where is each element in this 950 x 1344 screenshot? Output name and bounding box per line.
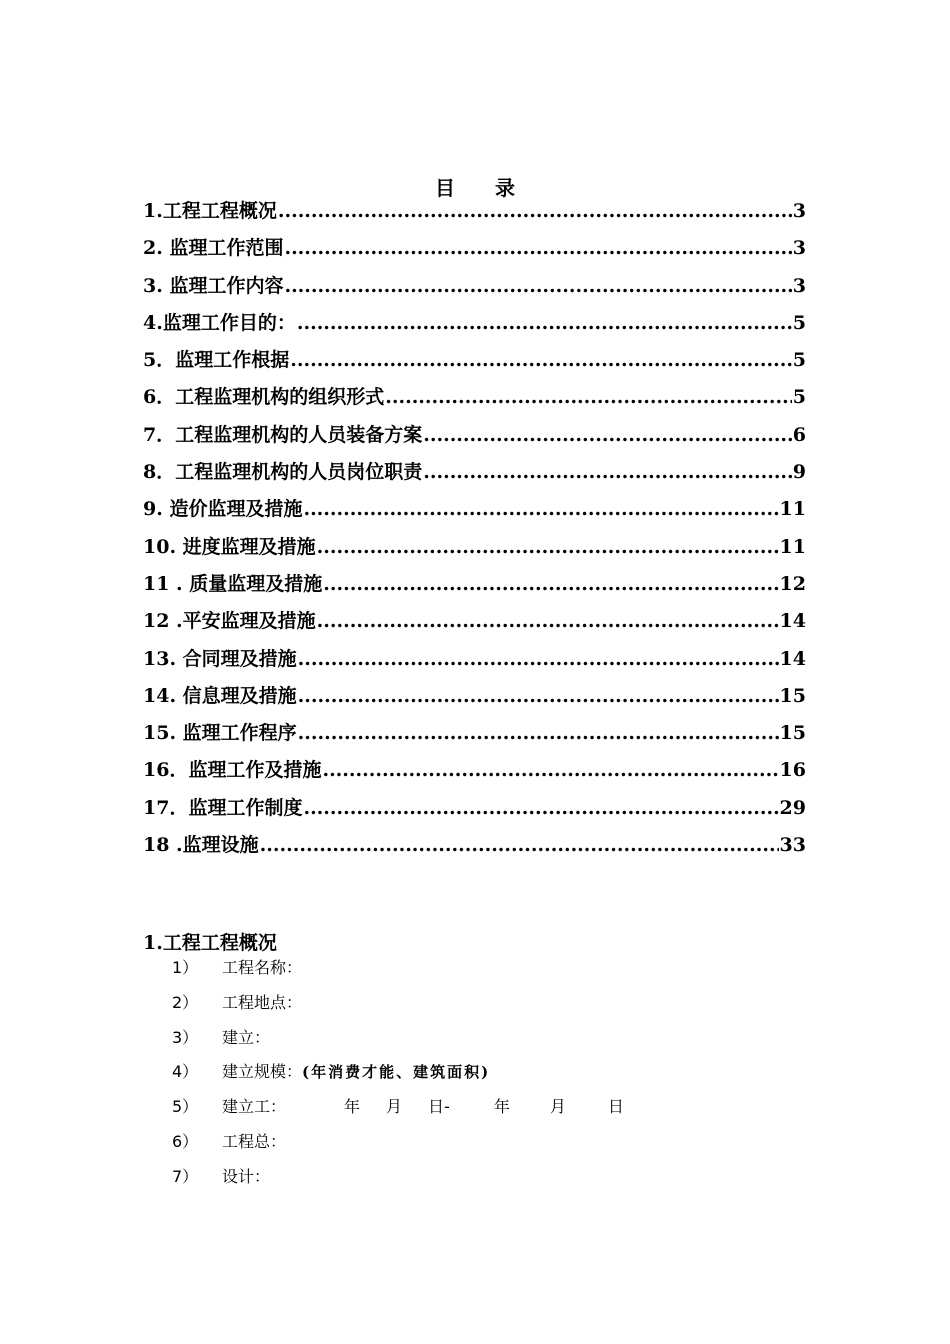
list-item <box>172 1025 624 1060</box>
item-number: 4） <box>172 1062 199 1082</box>
toc-entry[interactable] <box>143 233 806 270</box>
toc-leader <box>423 420 792 450</box>
toc-entry-page: 5 <box>792 349 806 372</box>
list-item <box>172 1094 624 1129</box>
item-number: 5） <box>172 1097 199 1117</box>
toc-leader <box>317 532 779 562</box>
toc-entry-page: 3 <box>792 237 806 260</box>
item-text: 建立规模： <box>222 1062 303 1082</box>
toc-entry[interactable] <box>143 494 806 531</box>
toc-entry-label: 6．工程监理机构的组织形式 <box>143 386 385 409</box>
toc-entry-page: 5 <box>792 311 806 334</box>
toc-entry-page: 14 <box>779 647 806 670</box>
toc-leader <box>260 830 779 860</box>
item-number: 3） <box>172 1027 199 1047</box>
toc-entry-label: 16．监理工作及措施 <box>143 759 322 782</box>
toc-leader <box>323 569 778 599</box>
toc-entry-page: 33 <box>779 834 806 857</box>
toc-entry-page: 5 <box>792 386 806 409</box>
toc-entry-label: 11 . 质量监理及措施 <box>143 572 323 595</box>
item-text: 工程地点： <box>222 992 303 1012</box>
toc-title: 目 录 <box>435 176 515 200</box>
toc-entry-label: 8．工程监理机构的人员岗位职责 <box>143 461 423 484</box>
toc-leader <box>297 308 792 338</box>
toc-entry[interactable] <box>143 196 806 233</box>
item-text: 建立工： <box>222 1097 287 1117</box>
toc-entry[interactable] <box>143 457 806 494</box>
toc-entry-label: 4.监理工作目的： <box>143 311 296 334</box>
toc-leader <box>284 233 791 263</box>
list-item <box>172 1129 624 1164</box>
toc-entry-label: 5．监理工作根据 <box>143 349 290 372</box>
toc-entry-page: 9 <box>792 461 806 484</box>
toc-leader <box>298 718 779 748</box>
toc-entry-page: 3 <box>792 200 806 222</box>
toc-entry-page: 14 <box>779 610 806 633</box>
item-number: 6） <box>172 1131 199 1151</box>
list-item <box>172 1059 624 1094</box>
toc-entry[interactable] <box>143 420 806 457</box>
toc-leader <box>284 271 791 301</box>
toc-entry-page: 3 <box>792 274 806 297</box>
toc-entry[interactable] <box>143 532 806 569</box>
toc-entry[interactable] <box>143 382 806 419</box>
toc-entry-label: 10. 进度监理及措施 <box>143 535 316 558</box>
toc-leader <box>385 382 792 412</box>
toc-leader <box>423 457 792 487</box>
toc-entry[interactable] <box>143 681 806 718</box>
toc-entry[interactable] <box>143 644 806 681</box>
item-number: 1） <box>172 958 199 977</box>
toc-entry-label: 9. 造价监理及措施 <box>143 498 303 521</box>
toc-entry-page: 15 <box>779 684 806 707</box>
date-year: 年 <box>493 1097 510 1117</box>
item-number: 2） <box>172 992 199 1012</box>
toc-entry-page: 29 <box>779 796 806 819</box>
item-text: 建立： <box>222 1027 271 1047</box>
toc-leader <box>298 681 779 711</box>
toc-entry-page: 11 <box>779 535 806 558</box>
item-number: 7） <box>172 1166 199 1186</box>
list-item <box>172 955 624 990</box>
toc-entry-page: 12 <box>779 572 806 595</box>
date-day: 日- <box>428 1097 450 1117</box>
toc-entry[interactable] <box>143 718 806 755</box>
toc-entry-label: 13. 合同理及措施 <box>143 647 297 670</box>
toc-leader <box>303 793 778 823</box>
toc-entry[interactable] <box>143 271 806 308</box>
toc-entry-page: 16 <box>779 759 806 782</box>
toc-entry[interactable] <box>143 793 806 830</box>
section-heading: 1.工程工程概况 <box>143 932 277 954</box>
item-text: 工程总： <box>222 1131 287 1151</box>
toc-entry-page: 11 <box>779 498 806 521</box>
date-month: 月 <box>386 1097 403 1117</box>
list-item <box>172 1164 624 1199</box>
toc-leader <box>317 606 779 636</box>
toc-entry-page: 15 <box>779 722 806 745</box>
toc-entry-label: 14. 信息理及措施 <box>143 684 297 707</box>
toc-entry-page: 6 <box>792 423 806 446</box>
toc-leader <box>290 345 792 375</box>
toc-leader <box>278 196 792 226</box>
toc-entry-label: 12 .平安监理及措施 <box>143 610 316 633</box>
toc-leader <box>303 494 778 524</box>
date-year: 年 <box>344 1097 361 1117</box>
toc-entry-label: 15. 监理工作程序 <box>143 722 297 745</box>
table-of-contents <box>143 196 806 867</box>
toc-entry[interactable] <box>143 755 806 792</box>
item-note: (年消费才能、建筑面积) <box>302 1063 491 1082</box>
toc-leader <box>298 644 779 674</box>
toc-entry-label: 2. 监理工作范围 <box>143 237 284 260</box>
toc-entry-label: 18 .监理设施 <box>143 834 259 857</box>
toc-entry-label: 3. 监理工作内容 <box>143 274 284 297</box>
item-text: 工程名称： <box>222 958 303 977</box>
toc-entry[interactable] <box>143 345 806 382</box>
toc-entry-label: 17．监理工作制度 <box>143 796 303 819</box>
toc-leader <box>322 755 778 785</box>
item-text: 设计： <box>222 1166 271 1186</box>
toc-entry[interactable] <box>143 308 806 345</box>
toc-entry-label: 1.工程工程概况 <box>143 200 277 222</box>
project-overview-list <box>172 955 624 1199</box>
list-item <box>172 990 624 1025</box>
date-day: 日 <box>607 1097 624 1117</box>
toc-entry[interactable] <box>143 830 806 867</box>
toc-entry[interactable] <box>143 569 806 606</box>
toc-entry[interactable] <box>143 606 806 643</box>
toc-entry-label: 7．工程监理机构的人员装备方案 <box>143 423 423 446</box>
date-month: 月 <box>549 1097 566 1117</box>
